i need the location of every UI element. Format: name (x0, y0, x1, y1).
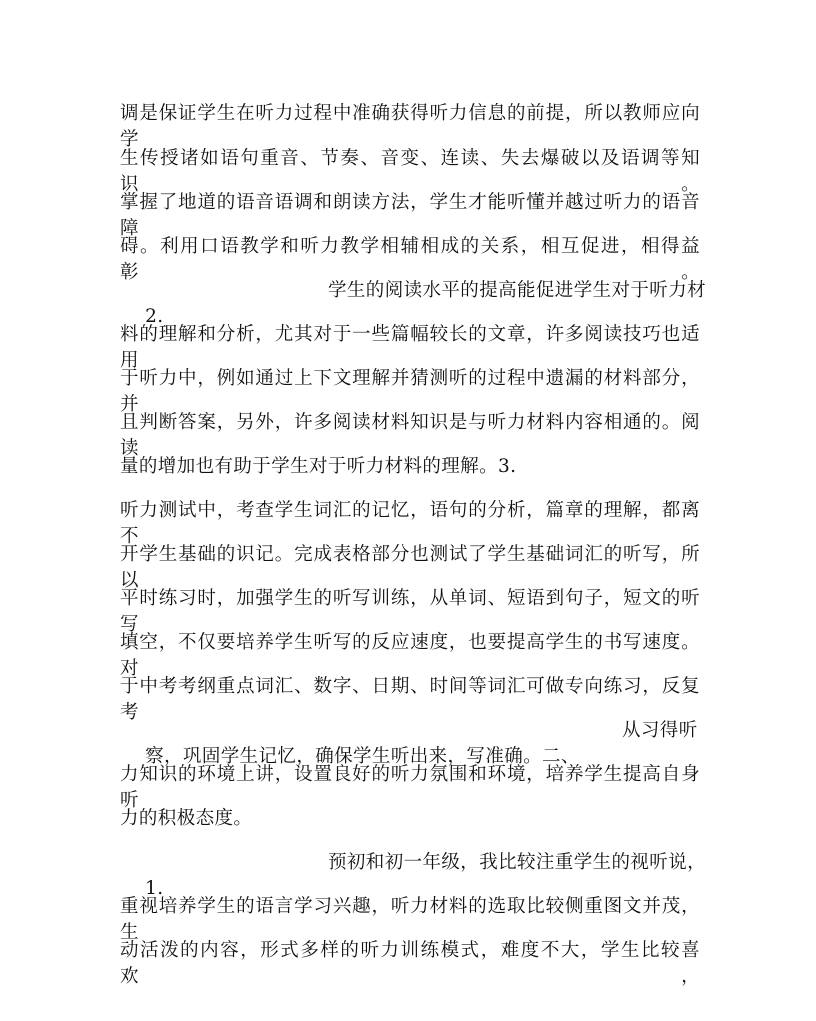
paragraph-line: 碍。利用口语教学和听力教学相辅相成的关系，相互促进，相得益彰。 (120, 236, 700, 283)
paragraph-line: 掌握了地道的语音语调和朗读方法，学生才能听懂并越过听力的语音障 (120, 192, 700, 239)
paragraph-line: 力的积极态度。 (120, 808, 253, 829)
paragraph-line: 于听力中，例如通过上下文理解并猜测听的过程中遗漏的材料部分，并 (120, 368, 700, 415)
paragraph-line: 力知识的环境上讲，设置良好的听力氛围和环境，培养学生提高自身听 (120, 764, 700, 811)
paragraph-text: 预初和初一年级，我比较注重学生的视听说， (328, 852, 707, 873)
paragraph-text: 学生的阅读水平的提高能促进学生对于听力材 (328, 280, 707, 301)
paragraph-line: 且判断答案，另外，许多阅读材料知识是与听力材料内容相通的。阅读 (120, 412, 700, 459)
list-number: 2. (145, 306, 164, 327)
section-heading-text: 从习得听 (622, 720, 698, 741)
paragraph-line: 料的理解和分析，尤其对于一些篇幅较长的文章，许多阅读技巧也适用 (120, 324, 700, 371)
paragraph-line: 调是保证学生在听力过程中准确获得听力信息的前提，所以教师应向学 (120, 103, 700, 150)
paragraph-line: 重视培养学生的语言学习兴趣，听力材料的选取比较侧重图文并茂，生 (120, 896, 700, 943)
paragraph-line: 平时练习时，加强学生的听写训练，从单词、短语到句子，短文的听写 (120, 588, 700, 635)
paragraph-line: 动活泼的内容，形式多样的听力训练模式，难度不大，学生比较喜欢， (120, 940, 700, 987)
paragraph-line: 听力测试中，考查学生词汇的记忆，语句的分析，篇章的理解，都离不 (120, 500, 700, 547)
paragraph-line: 量的增加也有助于学生对于听力材料的理解。3. (120, 456, 517, 477)
paragraph-line: 于中考考纲重点词汇、数字、日期、时间等词汇可做专向练习，反复考 (120, 676, 700, 723)
paragraph-line: 生传授诸如语句重音、节奏、音变、连读、失去爆破以及语调等知识。 (120, 148, 700, 195)
paragraph-line: 填空，不仅要培养学生听写的反应速度，也要提高学生的书写速度。对 (120, 632, 700, 679)
list-number: 1. (145, 878, 164, 899)
paragraph-text: 察，巩固学生记忆，确保学生听出来，写准确。二、 (145, 746, 580, 767)
paragraph-line: 开学生基础的识记。完成表格部分也测试了学生基础词汇的听写，所以 (120, 544, 700, 591)
